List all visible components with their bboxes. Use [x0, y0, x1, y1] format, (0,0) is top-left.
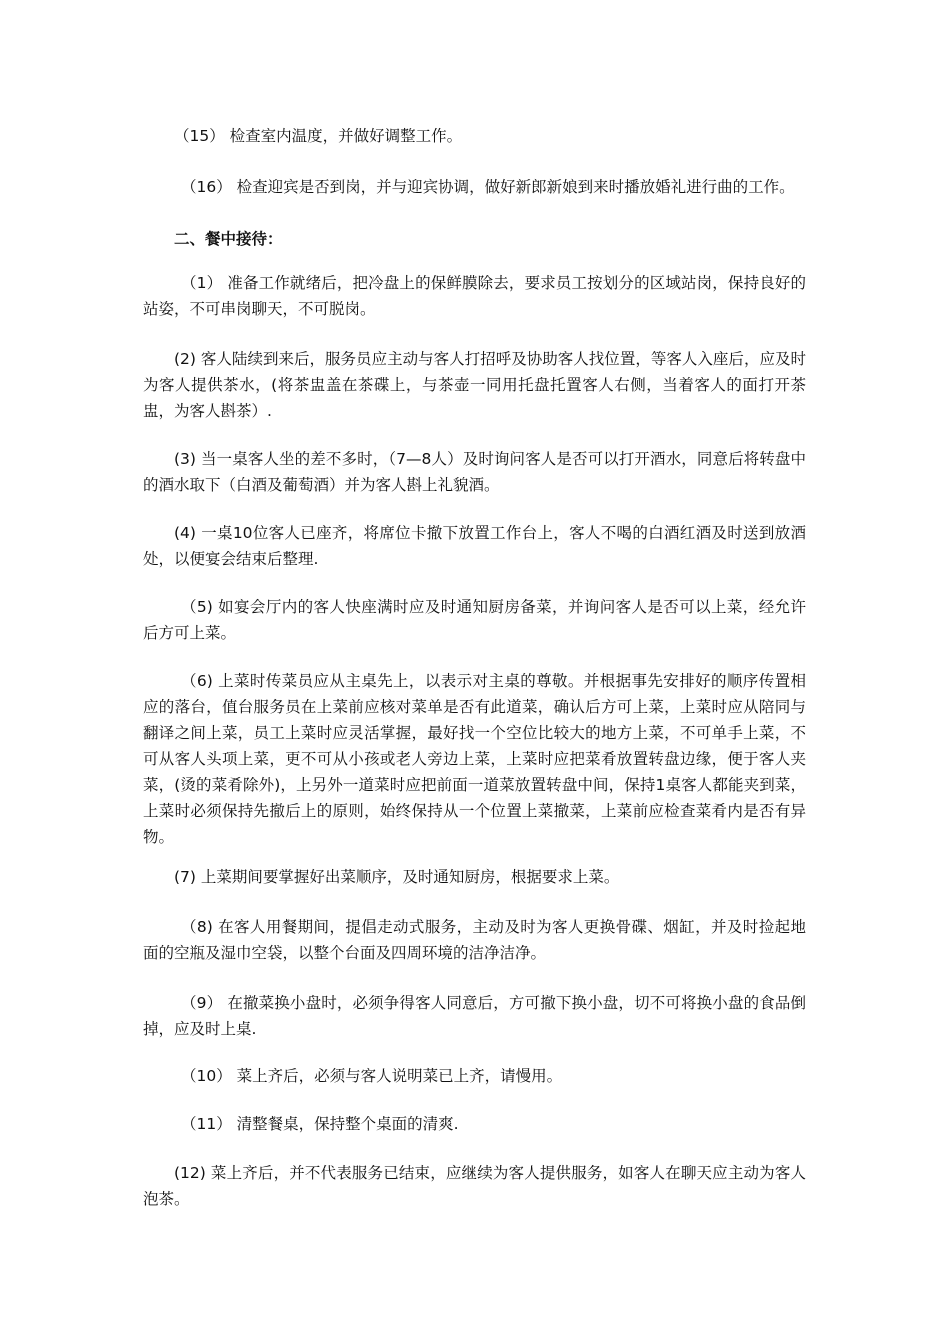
- paragraph-3: (3) 当一桌客人坐的差不多时，（7—8人）及时询问客人是否可以打开酒水，同意后将转盘中的酒水取下（白酒及葡萄酒）并为客人斟上礼貌酒。: [143, 450, 806, 494]
- paragraph-5: （5) 如宴会厅内的客人快座满时应及时通知厨房备菜，并询问客人是否可以上菜，经允许后方可上菜。: [143, 598, 806, 642]
- paragraph-9: （9） 在撤菜换小盘时，必须争得客人同意后，方可撤下换小盘，切不可将换小盘的食品倒掉，应及时上桌.: [143, 994, 806, 1038]
- paragraph-6: （6) 上菜时传菜员应从主桌先上，以表示对主桌的尊敬。并根据事先安排好的顺序传置相应的落台，值台服务员在上菜前应核对菜单是否有此道菜，确认后方可上菜，上菜时应从陪同与翻译之间上菜，员工上菜时应灵活掌握，最好找一个空位比较大的地方上菜，不可单手上菜，不可从客人头项上菜，更不可从小孩或老人旁边上菜，上菜时应把菜肴放置转盘边缘，便于客人夹菜，(烫的菜肴除外)，上另外一道菜时应把前面一道菜放置转盘中间，保持1桌客人都能夹到菜，上菜时必须保持先撤后上的原则，始终保持从一个位置上菜撤菜，上菜前应检查菜肴内是否有异物。: [143, 672, 806, 846]
- paragraph-4: (4) 一桌10位客人已座齐，将席位卡撤下放置工作台上，客人不喝的白酒红酒及时送到放酒处，以便宴会结束后整理.: [143, 524, 806, 568]
- paragraph-16: （16） 检查迎宾是否到岗，并与迎宾协调，做好新郎新娘到来时播放婚礼进行曲的工作。: [181, 178, 795, 196]
- paragraph-8: （8) 在客人用餐期间，提倡走动式服务，主动及时为客人更换骨碟、烟缸，并及时捡起地面的空瓶及湿巾空袋，以整个台面及四周环境的洁净洁净。: [143, 918, 806, 962]
- paragraph-15: （15） 检查室内温度，并做好调整工作。: [174, 127, 463, 145]
- paragraph-2: (2) 客人陆续到来后，服务员应主动与客人打招呼及协助客人找位置，等客人入座后，应及时为客人提供茶水，(将茶盅盖在茶碟上，与茶壶一同用托盘托置客人右侧，当着客人的面打开茶盅，为客人斟茶）.: [143, 350, 806, 420]
- paragraph-7: (7) 上菜期间要掌握好出菜顺序，及时通知厨房，根据要求上菜。: [174, 868, 620, 886]
- paragraph-10: （10） 菜上齐后，必须与客人说明菜已上齐，请慢用。: [181, 1067, 563, 1085]
- paragraph-1: （1） 准备工作就绪后，把冷盘上的保鲜膜除去，要求员工按划分的区域站岗，保持良好的站姿，不可串岗聊天，不可脱岗。: [143, 274, 806, 318]
- paragraph-12: (12) 菜上齐后，并不代表服务已结束，应继续为客人提供服务，如客人在聊天应主动为客人泡茶。: [143, 1164, 806, 1208]
- paragraph-11: （11） 清整餐桌，保持整个桌面的清爽.: [181, 1115, 459, 1133]
- section-heading: 二、餐中接待：: [174, 230, 283, 248]
